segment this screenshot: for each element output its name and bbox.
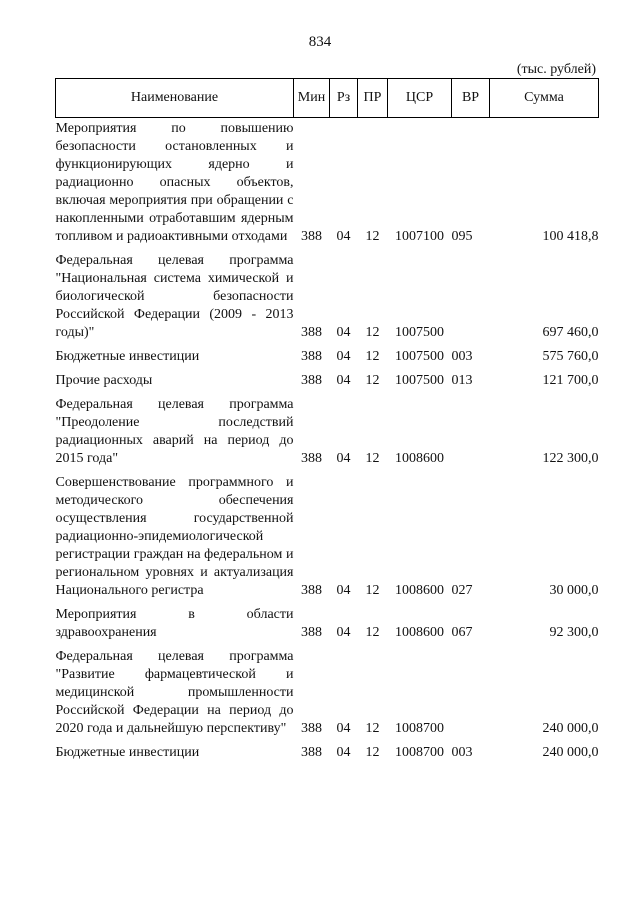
row-min: 388 [301, 325, 322, 340]
row-sum: 240 000,0 [542, 745, 599, 760]
table-row [56, 392, 599, 470]
row-sum: 575 760,0 [542, 349, 599, 364]
row-name: Совершенствование программного и методического обеспечения осуществления государственной радиационно-эпидемиологической регистрации граждан на федеральном и региональном уровнях и актуализация Национального регистра [55, 475, 294, 598]
row-min: 388 [301, 721, 322, 736]
row-name: Мероприятия в области здравоохранения [55, 607, 294, 640]
row-vr [452, 248, 490, 344]
row-min: 388 [301, 745, 322, 760]
row-rz: 04 [336, 373, 351, 388]
row-csr: 1007500 [395, 349, 444, 364]
row-sum: 100 418,8 [542, 229, 599, 244]
row-rz: 04 [336, 583, 351, 598]
row-vr: 003 [451, 745, 473, 760]
row-min: 388 [301, 625, 322, 640]
row-name: Бюджетные инвестиции [55, 349, 200, 364]
table-row [56, 470, 599, 602]
header-sum: Сумма [490, 79, 599, 118]
row-pr: 12 [365, 625, 380, 640]
row-name: Федеральная целевая программа "Преодоление последствий радиационных аварий на период до 2015 года" [55, 397, 294, 466]
row-csr: 1007100 [395, 229, 444, 244]
row-vr: 067 [451, 625, 473, 640]
row-vr [452, 644, 490, 740]
row-pr: 12 [365, 373, 380, 388]
row-name: Прочие расходы [55, 373, 153, 388]
table-header-row [56, 79, 599, 118]
row-name: Федеральная целевая программа "Национальная система химической и биологической безопасности Российской Федерации (2009 - 2013 годы)" [55, 253, 294, 340]
row-vr: 003 [451, 349, 473, 364]
header-rz: Рз [330, 79, 358, 118]
row-csr: 1008700 [395, 721, 444, 736]
units-label: (тыс. рублей) [516, 62, 596, 77]
table-row [56, 368, 599, 392]
row-name: Мероприятия по повышению безопасности остановленных и функционирующих ядерно и радиационно опасных объектов, включая мероприятия при обращении с накопленными отработавшим ядерным топливом и радиоактивными отходами [55, 121, 294, 244]
budget-table [55, 78, 599, 764]
row-csr: 1008700 [395, 745, 444, 760]
row-pr: 12 [365, 721, 380, 736]
header-vr: ВР [452, 79, 490, 118]
row-pr: 12 [365, 349, 380, 364]
row-rz: 04 [336, 349, 351, 364]
table-row [56, 248, 599, 344]
table-row [56, 644, 599, 740]
row-min: 388 [301, 229, 322, 244]
row-min: 388 [301, 451, 322, 466]
row-vr: 095 [451, 229, 473, 244]
row-pr: 12 [365, 451, 380, 466]
row-csr: 1007500 [395, 373, 444, 388]
row-sum: 240 000,0 [542, 721, 599, 736]
page-number: 834 [308, 34, 332, 50]
row-min: 388 [301, 349, 322, 364]
row-name: Бюджетные инвестиции [55, 745, 200, 760]
row-csr: 1008600 [395, 625, 444, 640]
row-rz: 04 [336, 721, 351, 736]
row-sum: 92 300,0 [549, 625, 599, 640]
table-row [56, 118, 599, 249]
row-pr: 12 [365, 325, 380, 340]
row-vr [452, 392, 490, 470]
table-row [56, 344, 599, 368]
row-min: 388 [301, 373, 322, 388]
row-vr: 027 [451, 583, 473, 598]
row-sum: 697 460,0 [542, 325, 599, 340]
row-rz: 04 [336, 745, 351, 760]
row-vr: 013 [451, 373, 473, 388]
row-rz: 04 [336, 451, 351, 466]
header-pr: ПР [358, 79, 388, 118]
row-pr: 12 [365, 583, 380, 598]
row-sum: 30 000,0 [549, 583, 599, 598]
header-name: Наименование [56, 79, 294, 118]
row-rz: 04 [336, 325, 351, 340]
header-csr: ЦСР [388, 79, 452, 118]
row-sum: 121 700,0 [542, 373, 599, 388]
row-name: Федеральная целевая программа "Развитие фармацевтической и медицинской промышленности Российской Федерации на период до 2020 года и дальнейшую перспективу" [55, 649, 294, 736]
row-csr: 1007500 [395, 325, 444, 340]
table-row [56, 602, 599, 644]
row-min: 388 [301, 583, 322, 598]
table-row [56, 740, 599, 764]
row-csr: 1008600 [395, 451, 444, 466]
row-pr: 12 [365, 745, 380, 760]
row-csr: 1008600 [395, 583, 444, 598]
header-min: Мин [294, 79, 330, 118]
row-pr: 12 [365, 229, 380, 244]
row-sum: 122 300,0 [542, 451, 599, 466]
row-rz: 04 [336, 229, 351, 244]
row-rz: 04 [336, 625, 351, 640]
